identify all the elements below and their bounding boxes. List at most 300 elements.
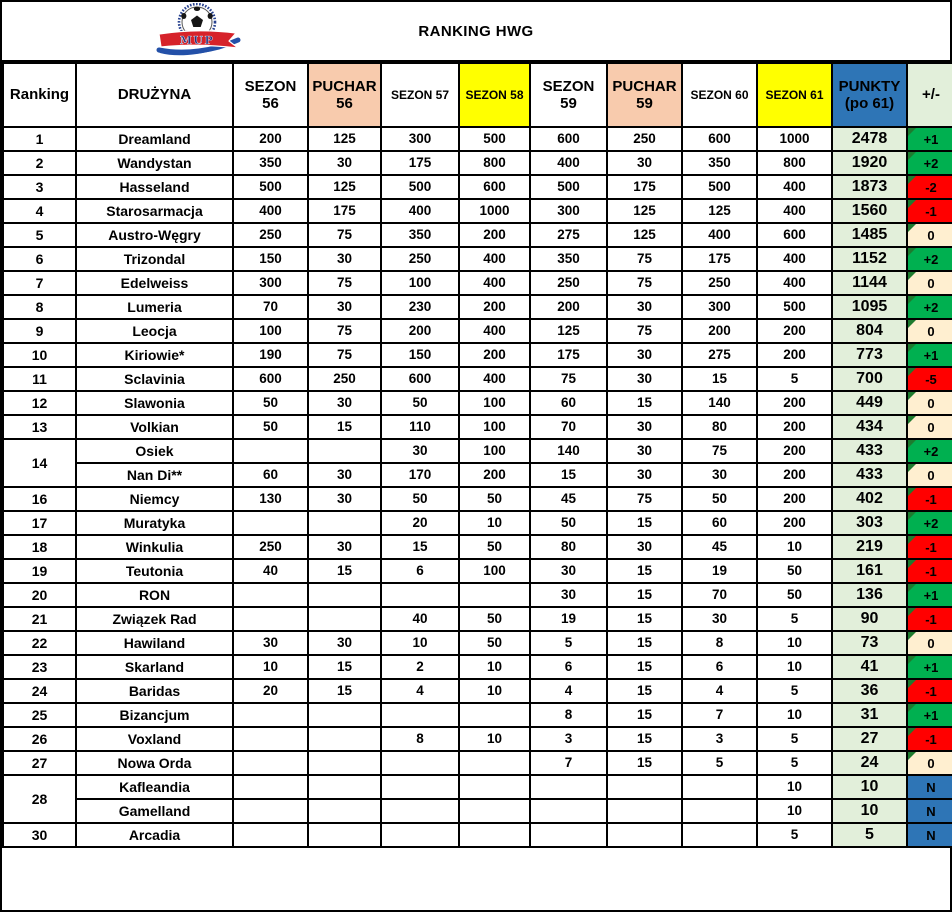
change-cell: N (907, 823, 952, 847)
team-cell: Muratyka (76, 511, 233, 535)
team-cell: Związek Rad (76, 607, 233, 631)
cell-sezon59: 80 (530, 535, 607, 559)
table-row (3, 823, 952, 847)
cell-sezon57: 10 (381, 631, 459, 655)
cell-sezon57: 230 (381, 295, 459, 319)
rank-cell: 9 (3, 319, 76, 343)
table-row (3, 535, 952, 559)
cell-puchar59: 30 (607, 439, 682, 463)
col-header-sezon61: SEZON 61 (757, 63, 832, 127)
cell-sezon60 (682, 799, 757, 823)
rank-cell: 11 (3, 367, 76, 391)
team-cell: Slawonia (76, 391, 233, 415)
col-header-sezon56: SEZON 56 (233, 63, 308, 127)
table-row (3, 607, 952, 631)
cell-sezon59: 175 (530, 343, 607, 367)
cell-sezon60: 350 (682, 151, 757, 175)
points-cell: 303 (832, 511, 907, 535)
cell-sezon60: 15 (682, 367, 757, 391)
cell-sezon59: 45 (530, 487, 607, 511)
points-cell: 804 (832, 319, 907, 343)
cell-sezon61: 5 (757, 751, 832, 775)
cell-sezon59: 19 (530, 607, 607, 631)
cell-sezon61: 200 (757, 439, 832, 463)
col-header-sezon57: SEZON 57 (381, 63, 459, 127)
cell-sezon56: 50 (233, 415, 308, 439)
cell-sezon60: 250 (682, 271, 757, 295)
rank-cell: 5 (3, 223, 76, 247)
table-row (3, 151, 952, 175)
table-row (3, 343, 952, 367)
cell-sezon60: 50 (682, 487, 757, 511)
cell-puchar59: 30 (607, 415, 682, 439)
cell-sezon56: 250 (233, 223, 308, 247)
cell-puchar59 (607, 823, 682, 847)
cell-sezon58: 400 (459, 367, 530, 391)
team-cell: Osiek (76, 439, 233, 463)
cell-sezon61: 5 (757, 679, 832, 703)
cell-sezon61: 10 (757, 655, 832, 679)
cell-sezon57 (381, 823, 459, 847)
cell-sezon59: 200 (530, 295, 607, 319)
cell-sezon60: 19 (682, 559, 757, 583)
cell-sezon60 (682, 823, 757, 847)
cell-sezon59: 50 (530, 511, 607, 535)
cell-puchar56 (308, 775, 381, 799)
cell-sezon56: 150 (233, 247, 308, 271)
cell-sezon61: 500 (757, 295, 832, 319)
change-cell: -1 (907, 727, 952, 751)
points-cell: 1920 (832, 151, 907, 175)
cell-puchar56: 30 (308, 631, 381, 655)
change-cell: +2 (907, 247, 952, 271)
rank-cell: 28 (3, 775, 76, 823)
cell-sezon59: 5 (530, 631, 607, 655)
cell-sezon57: 200 (381, 319, 459, 343)
cell-puchar59: 30 (607, 151, 682, 175)
cell-puchar59: 15 (607, 655, 682, 679)
cell-sezon59: 400 (530, 151, 607, 175)
points-cell: 1560 (832, 199, 907, 223)
cell-sezon60: 45 (682, 535, 757, 559)
table-row (3, 727, 952, 751)
points-cell: 41 (832, 655, 907, 679)
cell-sezon61: 200 (757, 511, 832, 535)
cell-sezon57: 15 (381, 535, 459, 559)
cell-sezon58 (459, 583, 530, 607)
change-cell: 0 (907, 223, 952, 247)
cell-sezon56: 70 (233, 295, 308, 319)
col-header-sezon60: SEZON 60 (682, 63, 757, 127)
cell-sezon58: 100 (459, 439, 530, 463)
cell-puchar56: 75 (308, 343, 381, 367)
cell-sezon59: 15 (530, 463, 607, 487)
cell-sezon59: 600 (530, 127, 607, 151)
cell-sezon61: 400 (757, 271, 832, 295)
cell-sezon58: 10 (459, 511, 530, 535)
table-row (3, 271, 952, 295)
cell-puchar56: 250 (308, 367, 381, 391)
team-cell: Kafleandia (76, 775, 233, 799)
col-header-druzyna: DRUŻYNA (76, 63, 233, 127)
cell-sezon58: 100 (459, 391, 530, 415)
cell-sezon59 (530, 775, 607, 799)
cell-sezon56: 400 (233, 199, 308, 223)
rank-cell: 16 (3, 487, 76, 511)
cell-sezon59: 6 (530, 655, 607, 679)
cell-sezon58 (459, 823, 530, 847)
rank-cell: 24 (3, 679, 76, 703)
points-cell: 36 (832, 679, 907, 703)
cell-sezon59: 75 (530, 367, 607, 391)
cell-sezon61: 5 (757, 823, 832, 847)
table-row (3, 367, 952, 391)
rank-cell: 4 (3, 199, 76, 223)
change-cell: N (907, 799, 952, 823)
change-cell: -2 (907, 175, 952, 199)
col-header-punkty: PUNKTY (po 61) (832, 63, 907, 127)
team-cell: Kiriowie* (76, 343, 233, 367)
cell-sezon61: 1000 (757, 127, 832, 151)
table-row (3, 583, 952, 607)
cell-sezon56: 10 (233, 655, 308, 679)
cell-sezon58: 400 (459, 247, 530, 271)
rank-cell: 25 (3, 703, 76, 727)
points-cell: 433 (832, 439, 907, 463)
cell-puchar56: 15 (308, 415, 381, 439)
cell-sezon60: 60 (682, 511, 757, 535)
change-cell: +2 (907, 295, 952, 319)
cell-puchar59: 15 (607, 751, 682, 775)
cell-sezon59: 250 (530, 271, 607, 295)
team-cell: Trizondal (76, 247, 233, 271)
change-cell: -5 (907, 367, 952, 391)
cell-puchar56: 75 (308, 223, 381, 247)
rank-cell: 8 (3, 295, 76, 319)
cell-puchar59: 250 (607, 127, 682, 151)
cell-sezon60: 5 (682, 751, 757, 775)
cell-sezon57: 150 (381, 343, 459, 367)
cell-sezon59: 8 (530, 703, 607, 727)
cell-puchar56 (308, 823, 381, 847)
cell-puchar59: 15 (607, 631, 682, 655)
cell-puchar56: 30 (308, 247, 381, 271)
col-header-puchar56: PUCHAR 56 (308, 63, 381, 127)
cell-sezon56: 130 (233, 487, 308, 511)
cell-sezon57: 50 (381, 487, 459, 511)
points-cell: 773 (832, 343, 907, 367)
team-cell: Volkian (76, 415, 233, 439)
cell-sezon56: 500 (233, 175, 308, 199)
cell-sezon61: 400 (757, 175, 832, 199)
cell-puchar56: 125 (308, 175, 381, 199)
cell-sezon57: 400 (381, 199, 459, 223)
team-cell: Nan Di** (76, 463, 233, 487)
cell-sezon58: 50 (459, 607, 530, 631)
cell-sezon61: 50 (757, 583, 832, 607)
table-row (3, 511, 952, 535)
points-cell: 31 (832, 703, 907, 727)
cell-sezon59: 300 (530, 199, 607, 223)
change-cell: 0 (907, 319, 952, 343)
rank-cell: 7 (3, 271, 76, 295)
cell-sezon61: 10 (757, 703, 832, 727)
cell-sezon61: 400 (757, 247, 832, 271)
rank-cell: 27 (3, 751, 76, 775)
cell-sezon57: 175 (381, 151, 459, 175)
change-cell: +1 (907, 655, 952, 679)
cell-puchar56: 30 (308, 463, 381, 487)
team-cell: Nowa Orda (76, 751, 233, 775)
cell-puchar59: 30 (607, 295, 682, 319)
team-cell: Hasseland (76, 175, 233, 199)
cell-sezon59: 125 (530, 319, 607, 343)
cell-puchar59: 30 (607, 367, 682, 391)
table-row (3, 223, 952, 247)
cell-sezon56 (233, 775, 308, 799)
cell-sezon57: 100 (381, 271, 459, 295)
points-cell: 73 (832, 631, 907, 655)
cell-puchar59: 15 (607, 583, 682, 607)
team-cell: Leocja (76, 319, 233, 343)
points-cell: 5 (832, 823, 907, 847)
cell-sezon57: 20 (381, 511, 459, 535)
cell-sezon61: 10 (757, 799, 832, 823)
change-cell: -1 (907, 199, 952, 223)
cell-puchar59 (607, 799, 682, 823)
cell-sezon59: 275 (530, 223, 607, 247)
cell-sezon58: 100 (459, 415, 530, 439)
cell-sezon59: 7 (530, 751, 607, 775)
change-cell: -1 (907, 679, 952, 703)
cell-puchar59: 75 (607, 271, 682, 295)
points-cell: 90 (832, 607, 907, 631)
cell-sezon59: 30 (530, 583, 607, 607)
mup-logo (152, 3, 244, 59)
cell-sezon61: 10 (757, 775, 832, 799)
cell-puchar56: 30 (308, 487, 381, 511)
cell-sezon57: 170 (381, 463, 459, 487)
cell-sezon60: 3 (682, 727, 757, 751)
table-row (3, 319, 952, 343)
cell-sezon61: 200 (757, 343, 832, 367)
points-cell: 24 (832, 751, 907, 775)
cell-puchar59: 75 (607, 319, 682, 343)
team-cell: Edelweiss (76, 271, 233, 295)
table-row (3, 295, 952, 319)
cell-sezon61: 600 (757, 223, 832, 247)
team-cell: Sclavinia (76, 367, 233, 391)
change-cell: +1 (907, 343, 952, 367)
cell-sezon57: 500 (381, 175, 459, 199)
cell-sezon58: 800 (459, 151, 530, 175)
cell-sezon57: 50 (381, 391, 459, 415)
table-row (3, 751, 952, 775)
ball-patch (208, 13, 213, 19)
team-cell: Wandystan (76, 151, 233, 175)
points-cell: 1873 (832, 175, 907, 199)
table-row (3, 631, 952, 655)
cell-sezon60: 8 (682, 631, 757, 655)
cell-sezon60: 275 (682, 343, 757, 367)
cell-sezon60: 175 (682, 247, 757, 271)
cell-sezon61: 200 (757, 463, 832, 487)
team-cell: Baridas (76, 679, 233, 703)
points-cell: 10 (832, 775, 907, 799)
cell-puchar59: 15 (607, 511, 682, 535)
cell-puchar59: 175 (607, 175, 682, 199)
cell-sezon56: 20 (233, 679, 308, 703)
cell-sezon56 (233, 583, 308, 607)
cell-sezon56: 100 (233, 319, 308, 343)
rank-cell: 20 (3, 583, 76, 607)
cell-puchar56: 30 (308, 391, 381, 415)
team-cell: Bizancjum (76, 703, 233, 727)
table-row (3, 679, 952, 703)
cell-puchar59: 30 (607, 343, 682, 367)
team-cell: Austro-Węgry (76, 223, 233, 247)
cell-puchar56 (308, 703, 381, 727)
logo-text: MUP (179, 34, 215, 47)
change-cell: 0 (907, 271, 952, 295)
cell-sezon59: 350 (530, 247, 607, 271)
change-cell: -1 (907, 535, 952, 559)
cell-sezon61: 10 (757, 631, 832, 655)
cell-sezon60: 30 (682, 463, 757, 487)
cell-puchar56 (308, 727, 381, 751)
points-cell: 449 (832, 391, 907, 415)
cell-puchar56: 30 (308, 295, 381, 319)
cell-sezon56: 50 (233, 391, 308, 415)
cell-sezon58: 200 (459, 295, 530, 319)
points-cell: 1095 (832, 295, 907, 319)
col-header-puchar59: PUCHAR 59 (607, 63, 682, 127)
cell-sezon60: 6 (682, 655, 757, 679)
cell-sezon59: 70 (530, 415, 607, 439)
cell-puchar59: 125 (607, 199, 682, 223)
cell-sezon58: 10 (459, 655, 530, 679)
points-cell: 1144 (832, 271, 907, 295)
cell-sezon60: 70 (682, 583, 757, 607)
cell-sezon61: 800 (757, 151, 832, 175)
cell-sezon56 (233, 439, 308, 463)
cell-sezon56 (233, 751, 308, 775)
points-cell: 434 (832, 415, 907, 439)
cell-puchar56 (308, 439, 381, 463)
cell-sezon58: 400 (459, 319, 530, 343)
cell-sezon56: 40 (233, 559, 308, 583)
cell-sezon60: 75 (682, 439, 757, 463)
cell-sezon58: 50 (459, 487, 530, 511)
change-cell: -1 (907, 487, 952, 511)
cell-puchar59: 125 (607, 223, 682, 247)
rank-cell: 1 (3, 127, 76, 151)
cell-puchar59 (607, 775, 682, 799)
rank-cell: 21 (3, 607, 76, 631)
change-cell: 0 (907, 631, 952, 655)
cell-sezon60: 400 (682, 223, 757, 247)
team-cell: Dreamland (76, 127, 233, 151)
cell-puchar59: 30 (607, 463, 682, 487)
ball-patch (181, 13, 186, 19)
change-cell: -1 (907, 607, 952, 631)
table-row (3, 559, 952, 583)
table-row (3, 775, 952, 799)
cell-sezon59: 4 (530, 679, 607, 703)
col-header-sezon58: SEZON 58 (459, 63, 530, 127)
cell-puchar56: 75 (308, 271, 381, 295)
cell-puchar59: 75 (607, 247, 682, 271)
cell-sezon58 (459, 751, 530, 775)
cell-sezon60: 300 (682, 295, 757, 319)
cell-sezon57: 8 (381, 727, 459, 751)
change-cell: 0 (907, 751, 952, 775)
points-cell: 700 (832, 367, 907, 391)
header-row (3, 63, 952, 127)
cell-sezon57: 4 (381, 679, 459, 703)
points-cell: 433 (832, 463, 907, 487)
cell-sezon56: 250 (233, 535, 308, 559)
cell-sezon56 (233, 727, 308, 751)
change-cell: 0 (907, 463, 952, 487)
cell-sezon57: 110 (381, 415, 459, 439)
points-cell: 1485 (832, 223, 907, 247)
cell-sezon58: 600 (459, 175, 530, 199)
cell-sezon58 (459, 775, 530, 799)
cell-sezon61: 10 (757, 535, 832, 559)
points-cell: 1152 (832, 247, 907, 271)
cell-sezon58: 200 (459, 223, 530, 247)
cell-puchar59: 15 (607, 727, 682, 751)
rank-cell: 12 (3, 391, 76, 415)
cell-sezon61: 200 (757, 391, 832, 415)
cell-sezon59 (530, 799, 607, 823)
cell-sezon57: 2 (381, 655, 459, 679)
table-row (3, 415, 952, 439)
cell-sezon60 (682, 775, 757, 799)
cell-sezon56: 60 (233, 463, 308, 487)
cell-sezon61: 200 (757, 319, 832, 343)
cell-sezon59: 30 (530, 559, 607, 583)
team-cell: Arcadia (76, 823, 233, 847)
cell-sezon56: 350 (233, 151, 308, 175)
cell-sezon57 (381, 751, 459, 775)
table-row (3, 127, 952, 151)
cell-sezon58: 50 (459, 535, 530, 559)
cell-sezon56 (233, 799, 308, 823)
team-cell: RON (76, 583, 233, 607)
cell-sezon61: 5 (757, 367, 832, 391)
rank-cell: 17 (3, 511, 76, 535)
cell-sezon60: 4 (682, 679, 757, 703)
cell-puchar59: 30 (607, 535, 682, 559)
cell-sezon57 (381, 703, 459, 727)
table-row (3, 799, 952, 823)
cell-sezon61: 5 (757, 607, 832, 631)
cell-sezon58: 100 (459, 559, 530, 583)
cell-sezon56: 600 (233, 367, 308, 391)
cell-puchar59: 15 (607, 391, 682, 415)
cell-sezon59: 500 (530, 175, 607, 199)
rank-cell: 6 (3, 247, 76, 271)
table-row (3, 175, 952, 199)
cell-sezon56 (233, 703, 308, 727)
team-cell: Niemcy (76, 487, 233, 511)
cell-sezon56 (233, 607, 308, 631)
rank-cell: 10 (3, 343, 76, 367)
cell-puchar56 (308, 511, 381, 535)
col-header-ranking: Ranking (3, 63, 76, 127)
